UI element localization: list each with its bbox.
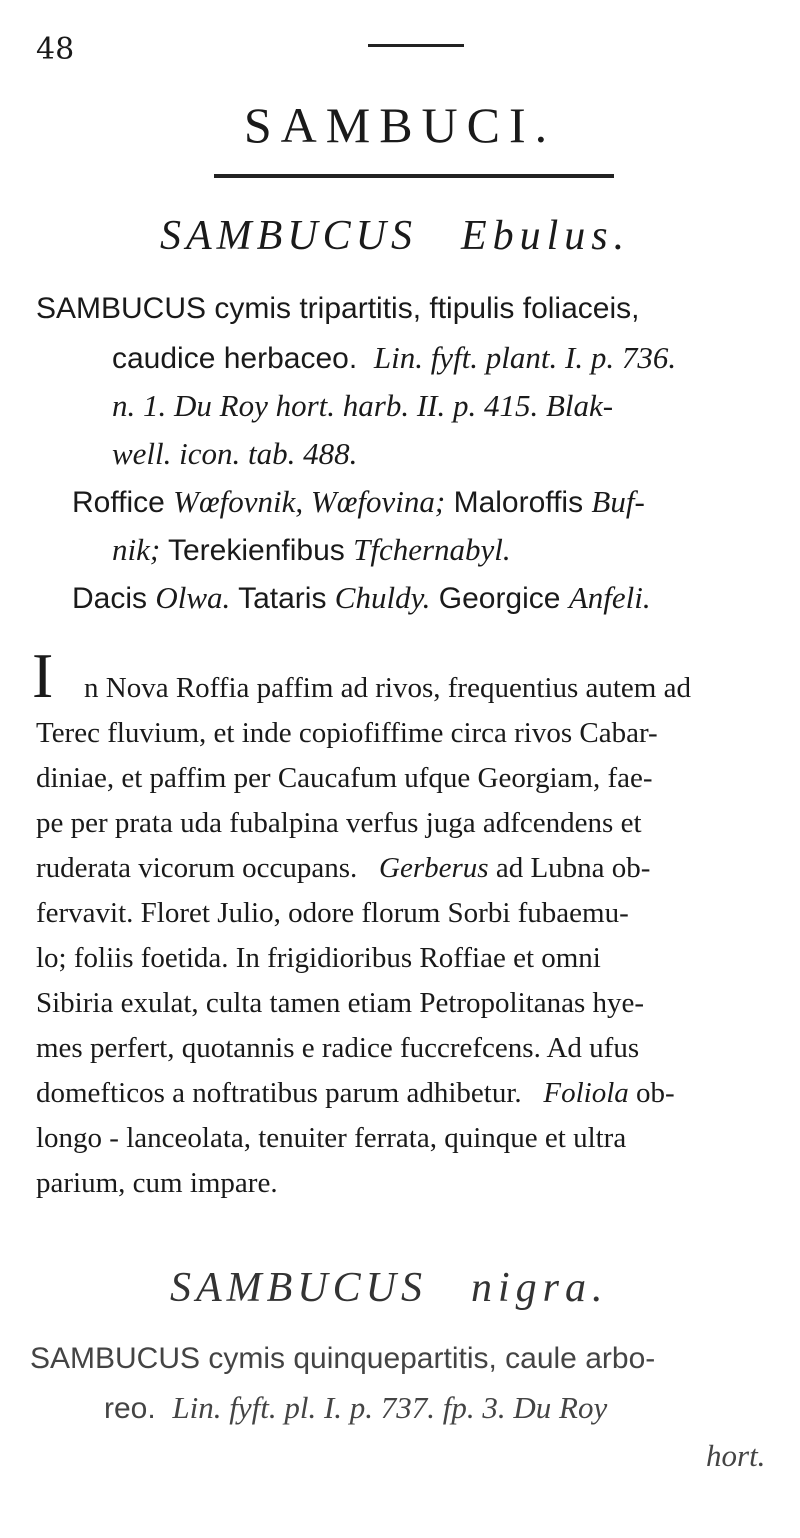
diagnosis2-line-1: SAMBUCUS cymis quinquepartitis, caule arbo- (30, 1342, 656, 1375)
species-heading-nigra (170, 1264, 609, 1312)
diagnosis2-line-2: reo. Lin. fyft. pl. I. p. 737. fp. 3. Du Roy (104, 1390, 608, 1425)
title-rule (214, 174, 614, 178)
genus-name: SAMBUCUS (170, 1265, 427, 1311)
body-line-1: n Nova Roffia paffim ad rivos, frequentius autem ad (84, 672, 691, 704)
body-line-10: domefticos a noftratibus parum adhibetur. Foliola ob- (36, 1077, 675, 1109)
body-line-4: pe per prata uda fubalpina verfus juga adfcendens et (36, 807, 642, 839)
body-line-8: Sibiria exulat, culta tamen etiam Petropolitanas hye- (36, 987, 645, 1019)
diagnosis2-line-3: hort. (706, 1438, 766, 1473)
genus-name: SAMBUCUS (160, 213, 417, 259)
vernacular-line-3: Dacis Olwa. Tataris Chuldy. Georgice Anfeli. (72, 580, 651, 615)
epithet-name: Ebulus. (460, 213, 631, 259)
section-title: SAMBUCI. (243, 97, 557, 153)
vernacular-line-1: Roffice Wœfovnik, Wœfovina; Maloroffis Buf- (72, 484, 645, 519)
epithet-name: nigra. (470, 1265, 609, 1311)
body-line-3: diniae, et paffim per Caucafum ufque Georgiam, fae- (36, 762, 653, 794)
body-line-2: Terec fluvium, et inde copiofiffime circa rivos Cabar- (36, 717, 658, 749)
species-heading-ebulus (160, 212, 630, 260)
diagnosis-line-4: well. icon. tab. 488. (112, 436, 358, 471)
diagnosis-line-2: caudice herbaceo. Lin. fyft. plant. I. p. 736. (112, 340, 677, 375)
diagnosis-line-3: n. 1. Du Roy hort. harb. II. p. 415. Blak- (112, 388, 614, 423)
body-line-12: parium, cum impare. (36, 1167, 278, 1199)
header-rule (368, 44, 464, 47)
body-line-6: fervavit. Floret Julio, odore florum Sorbi fubaemu- (36, 897, 629, 929)
body-line-5: ruderata vicorum occupans. Gerberus ad Lubna ob- (36, 852, 651, 884)
body-line-9: mes perfert, quotannis e radice fuccrefcens. Ad ufus (36, 1032, 640, 1064)
vernacular-line-2: nik; Terekienfibus Tfchernabyl. (112, 532, 511, 567)
body-line-11: longo - lanceolata, tenuiter ferrata, quinque et ultra (36, 1122, 627, 1154)
page-number: 48 (36, 32, 75, 67)
drop-cap: I (32, 640, 54, 711)
diagnosis-line-1: SAMBUCUS cymis tripartitis, ftipulis foliaceis, (36, 292, 640, 325)
body-line-7: lo; foliis foetida. In frigidioribus Roffiae et omni (36, 942, 601, 974)
